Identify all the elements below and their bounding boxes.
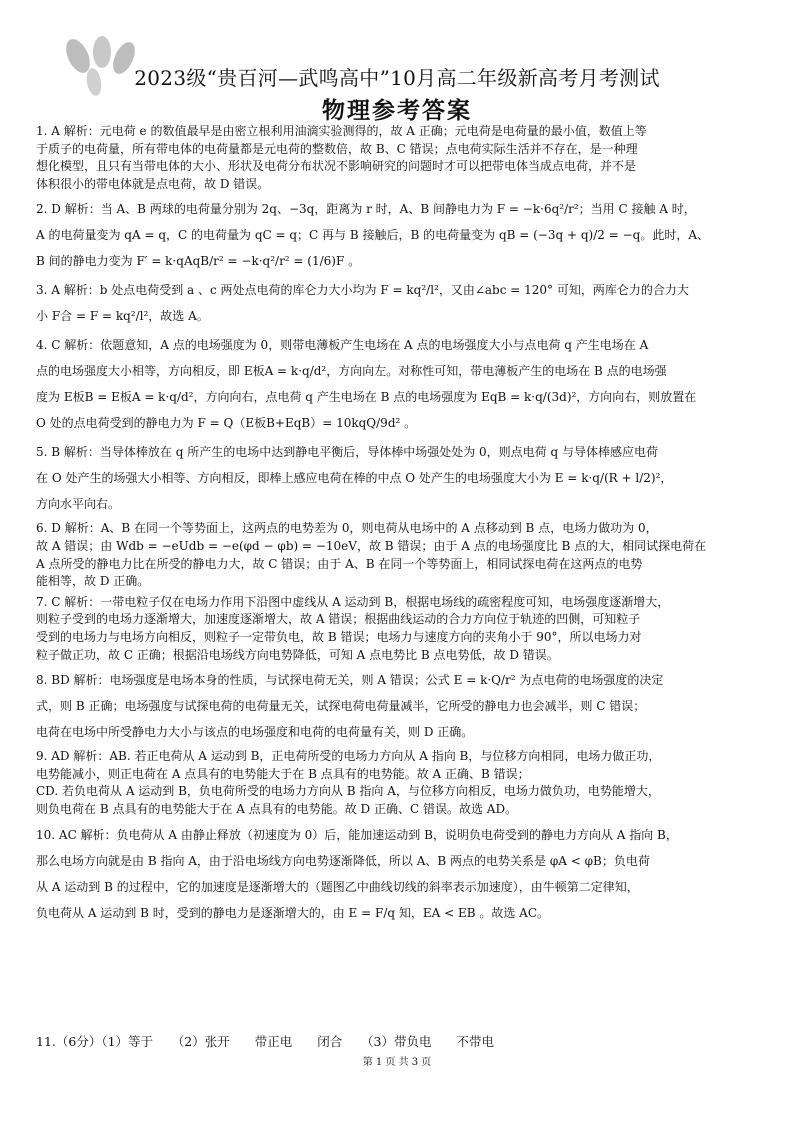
text-line: 电荷在电场中所受静电力大小与该点的电场强度和电荷的电荷量有关，则 D 正确。 bbox=[36, 725, 474, 740]
text-line: 电势能减小，则正电荷在 A 点具有的电势能大于在 B 点具有的电势能。故 A 正确、B 错误； bbox=[36, 766, 530, 781]
answer-2 bbox=[36, 196, 760, 274]
text-line: 4. C 解析：依题意知，A 点的电场强度为 0，则带电薄板产生电场在 A 点的电场强度大小与点电荷 q 产生电场在 A bbox=[36, 338, 649, 353]
text-line: 3. A 解析：b 处点电荷受到 a 、c 两处点电荷的库仑力大小均为 F = kq²/l²，又由∠abc = 120° 可知，两库仑力的合力大 bbox=[36, 283, 689, 298]
answer-7 bbox=[36, 594, 760, 664]
text-line: 从 A 运动到 B 的过程中，它的加速度是逐渐增大的（题图乙中曲线切线的斜率表示加速度），由牛顿第二定律知， bbox=[36, 879, 639, 894]
answer-key-title: 物理参考答案 bbox=[322, 97, 472, 124]
answer-10 bbox=[36, 822, 760, 926]
text-line: 10. AC 解析：负电荷从 A 由静止释放（初速度为 0）后，能加速运动到 B，说明负电荷受到的静电力方向从 A 指向 B， bbox=[36, 827, 678, 842]
answer-1 bbox=[36, 123, 760, 193]
text-line: 能相等，故 D 正确。 bbox=[36, 574, 150, 589]
text-line: 故 A 错误；由 Wdb = −eUdb = −e(φd − φb) = −10eV，故 B 错误；由于 A 点的电场强度比 B 点的大，相同试探电荷在 bbox=[36, 538, 707, 553]
answer-5 bbox=[36, 439, 760, 517]
text-line: 度为 E板B = E板A = k·q/d²，方向向右，点电荷 q 产生电场在 B 点的电场强度为 EqB = k·q/(3d)²，方向向右，则放置在 bbox=[36, 390, 697, 405]
text-line: 想化模型，且只有当带电体的大小、形状及电荷分布状况不影响研究的问题时才可以把带电体当成点电荷，并不是 bbox=[36, 159, 637, 174]
answer-8 bbox=[36, 667, 760, 745]
text-line: 8. BD 解析：电场强度是电场本身的性质，与试探电荷无关，则 A 错误；公式 E = k·Q/r² 为点电荷的电场强度的决定 bbox=[36, 673, 664, 688]
text-line: 点的电场强度大小相等，方向相反，即 E板A = k·q/d²，方向向左。对称性可知，带电薄板产生的电场在 B 点的电场强 bbox=[36, 364, 667, 379]
text-line: 粒子做正功，故 C 正确；根据沿电场线方向电势降低，可知 A 点电势比 B 点电势低，故 D 错误。 bbox=[36, 647, 559, 662]
answer-6 bbox=[36, 520, 760, 590]
answer-11: 11.（6分）（1）等于 （2）张开 带正电 闭合 （3）带负电 不带电 bbox=[36, 1034, 494, 1049]
text-line: A 点所受的静电力比在所受的静电力大，故 C 错误；由于 A、B 在同一个等势面上，相同试探电荷在这两点的电势 bbox=[36, 556, 643, 571]
text-line: 小 F合 = F = kq²/l²，故选 A。 bbox=[36, 309, 209, 324]
answer-9 bbox=[36, 748, 760, 818]
answer-4 bbox=[36, 332, 760, 436]
text-line: 5. B 解析：当导体棒放在 q 所产生的电场中达到静电平衡后，导体棒中场强处处为 0，则点电荷 q 与导体棒感应电荷 bbox=[36, 445, 658, 460]
page-number: 第 1 页 共 3 页 bbox=[362, 1057, 432, 1068]
text-line: 式，则 B 正确；电场强度与试探电荷的电荷量无关，试探电荷电荷量减半，它所受的静电力也会减半，则 C 错误； bbox=[36, 699, 646, 714]
text-line: 2. D 解析：当 A、B 两球的电荷量分别为 2q、−3q，距离为 r 时，A、B 间静电力为 F = −k·6q²/r²；当用 C 接触 A 时， bbox=[36, 202, 696, 217]
text-line: 7. C 解析：一带电粒子仅在电场力作用下沿图中虚线从 A 运动到 B，根据电场线的疏密程度可知，电场强度逐渐增大， bbox=[36, 594, 670, 609]
text-line: 6. D 解析：A、B 在同一个等势面上，这两点的电势差为 0，则电荷从电场中的 A 点移动到 B 点，电场力做功为 0， bbox=[36, 521, 658, 536]
text-line: O 处的点电荷受到的静电力为 F = Q（E板B+EqB）= 10kqQ/9d² 。 bbox=[36, 416, 417, 431]
text-line: 那么电场方向就是由 B 指向 A，由于沿电场线方向电势逐渐降低，所以 A、B 两点的电势关系是 φA < φB；负电荷 bbox=[36, 853, 650, 868]
text-line: 于质子的电荷量，所有带电体的电荷量都是元电荷的整数倍，故 B、C 错误；点电荷实际生活并不存在，是一种理 bbox=[36, 141, 638, 156]
answer-list bbox=[36, 123, 760, 929]
text-line: 方向水平向右。 bbox=[36, 497, 121, 512]
text-line: CD. 若负电荷从 A 运动到 B，负电荷所受的电场力方向从 B 指向 A，与位移方向相反，电场力做负功，电势能增大， bbox=[36, 784, 660, 799]
text-line: 1. A 解析：元电荷 e 的数值最早是由密立根利用油滴实验测得的，故 A 正确；元电荷是电荷量的最小值，数值上等 bbox=[36, 124, 647, 138]
text-line: 则负电荷在 B 点具有的电势能大于在 A 点具有的电势能。故 D 正确、C 错误。故选 AD。 bbox=[36, 801, 518, 816]
text-line: 受到的电场力与电场方向相反，则粒子一定带负电，故 B 错误；电场力与速度方向的夹角小于 90°，所以电场力对 bbox=[36, 629, 642, 644]
answer-3 bbox=[36, 277, 760, 329]
exam-title: 2023级“贵百河—武鸣高中”10月高二年级新高考月考测试 bbox=[134, 66, 660, 90]
text-line: 体积很小的带电体就是点电荷，故 D 错误。 bbox=[36, 176, 270, 191]
text-line: 则粒子受到的电场力逐渐增大，加速度逐渐增大，故 A 错误；根据曲线运动的合力方向位于轨迹的凹侧，可知粒子 bbox=[36, 612, 641, 627]
text-line: 9. AD 解析：AB. 若正电荷从 A 运动到 B，正电荷所受的电场力方向从 A 指向 B，与位移方向相同，电场力做正功， bbox=[36, 749, 661, 764]
text-line: 在 O 处产生的场强大小相等、方向相反，即棒上感应电荷在棒的中点 O 处产生的电场强度大小为 E = k·q/(R + l/2)²， bbox=[36, 471, 673, 486]
text-line: 负电荷从 A 运动到 B 时，受到的静电力是逐渐增大的，由 E = F/q 知，EA < EB 。故选 AC。 bbox=[36, 905, 550, 920]
text-line: A 的电荷量变为 qA = q，C 的电荷量为 qC = q；C 再与 B 接触后，B 的电荷量变为 qB = (−3q + q)/2 = −q。此时，A、 bbox=[36, 228, 709, 243]
text-line: B 间的静电力变为 F′ = k·qAqB/r² = −k·q²/r² = (1/6)F 。 bbox=[36, 254, 361, 269]
